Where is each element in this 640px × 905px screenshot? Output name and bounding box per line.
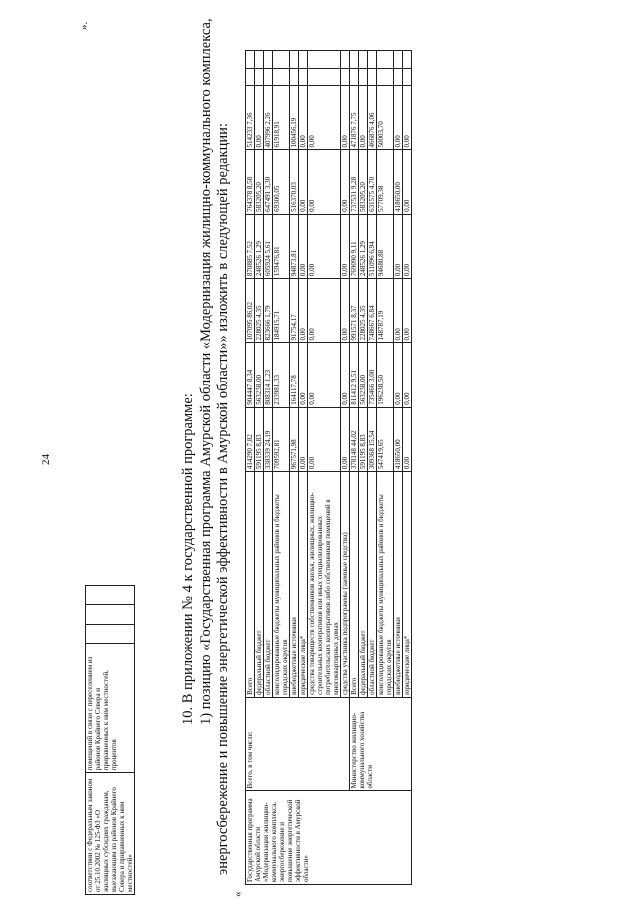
amount-cell: 0,00 [299, 214, 308, 278]
amount-cell: 735466 3,00 [368, 343, 377, 407]
amount-cell: 309368 15,54 [368, 407, 377, 471]
amount-cell: 823666 1,79 [264, 279, 273, 343]
amount-cell: 967571,98 [290, 407, 299, 471]
empty-cell [264, 51, 273, 69]
amount-cell: 228025 4,35 [359, 279, 368, 343]
amount-cell: 0,00 [299, 86, 308, 150]
amount-cell: 0,00 [341, 279, 350, 343]
amount-cell: 514233 7,36 [246, 86, 255, 150]
financing-table [245, 50, 412, 885]
amount-cell: 647491 3,30 [264, 150, 273, 214]
empty-cell [255, 68, 264, 86]
paragraph-line: 1) позицию «Государственная программа Амурской области «Модернизация жилищно-коммунального комплекса, [198, 18, 214, 725]
amount-cell: 0,00 [359, 86, 368, 150]
amount-cell: 159476,81 [273, 214, 290, 278]
table-row [246, 51, 255, 885]
amount-cell: 196238,50 [377, 343, 394, 407]
empty-cell [290, 51, 299, 69]
amount-cell: 591195 8,83 [359, 407, 368, 471]
amount-cell: 418650,00 [394, 150, 403, 214]
funding-source-cell: федеральный бюджет [255, 472, 264, 698]
funding-source-cell: консолидированные бюджеты муниципальных районов и бюджеты городских округов [273, 472, 290, 698]
amount-cell: 0,00 [308, 86, 341, 150]
amount-cell: 164117,78 [290, 343, 299, 407]
funding-source-cell: средства участника подпрограммы (заемные средства) [341, 472, 350, 698]
amount-cell: 0,00 [308, 150, 341, 214]
amount-cell: 0,00 [299, 407, 308, 471]
amount-cell: 0,00 [394, 279, 403, 343]
amount-cell: 870885 7,52 [246, 214, 255, 278]
amount-cell: 466876 4,06 [368, 86, 377, 150]
empty-cell [255, 51, 264, 69]
amount-cell: 0,00 [299, 150, 308, 214]
amount-cell: 605924 5,61 [264, 214, 273, 278]
amount-cell: 0,00 [308, 407, 341, 471]
funding-source-cell: областной бюджет [368, 472, 377, 698]
funding-source-cell: юридические лица* [403, 472, 412, 698]
amount-cell: 228025 4,35 [255, 279, 264, 343]
amount-cell: 0,00 [403, 214, 412, 278]
empty-cell [246, 51, 255, 69]
empty-cell [290, 68, 299, 86]
amount-cell: 811412 9,51 [350, 343, 359, 407]
paragraph-line: энергосбережение и повышение энергетической эффективности в Амурской области»» изложить в следующей редакции: [215, 123, 231, 875]
amount-cell: 148787,19 [377, 279, 394, 343]
amount-cell: 378148 44,02 [350, 407, 359, 471]
amount-cell: 0,00 [308, 214, 341, 278]
closing-quote: ». [78, 21, 90, 30]
amount-cell: 0,00 [394, 86, 403, 150]
funding-source-cell: Всего [350, 472, 359, 698]
amount-cell: 338339 24,19 [264, 407, 273, 471]
amount-cell: 631575 4,70 [368, 150, 377, 214]
amount-cell: 0,00 [341, 150, 350, 214]
amount-cell: 0,00 [299, 343, 308, 407]
table-row [350, 51, 359, 885]
funding-source-cell: внебюджетные источники [290, 472, 299, 698]
amount-cell: 0,00 [341, 214, 350, 278]
empty-cell [394, 68, 403, 86]
amount-cell: 100456,19 [290, 86, 299, 150]
amount-cell: 709592,81 [273, 407, 290, 471]
empty-cell [299, 68, 308, 86]
empty-cell [359, 51, 368, 69]
empty-cell [308, 51, 341, 69]
empty-cell [350, 51, 359, 69]
responsible-cell: Министерство жилищно-коммунального хозяйства области [350, 697, 412, 791]
amount-cell: 0,00 [394, 214, 403, 278]
amount-cell: 591195 8,83 [255, 407, 264, 471]
table-cell: помещений в связи с переселением из районов Крайнего Севера и приравненных к ним местностей, процентов [86, 644, 135, 773]
amount-cell: 0,00 [255, 86, 264, 150]
empty-cell [394, 51, 403, 69]
empty-cell [308, 68, 341, 86]
amount-cell: 414290 7,82 [246, 407, 255, 471]
amount-cell: 737531 9,28 [350, 150, 359, 214]
amount-cell: 248526 1,29 [359, 214, 368, 278]
amount-cell: 0,00 [341, 407, 350, 471]
amount-cell: 61918,91 [273, 86, 290, 150]
amount-cell: 991571 8,37 [350, 279, 359, 343]
empty-cell [368, 68, 377, 86]
amount-cell: 904447 8,34 [246, 343, 255, 407]
empty-cell [341, 68, 350, 86]
table-row [86, 586, 135, 895]
amount-cell: 184915,71 [273, 279, 290, 343]
empty-cell [273, 51, 290, 69]
amount-cell: 0,00 [403, 343, 412, 407]
funding-source-cell: областной бюджет [264, 472, 273, 698]
amount-cell: 563238,00 [255, 343, 264, 407]
amount-cell: 563238,00 [359, 343, 368, 407]
table-cell [86, 586, 135, 605]
empty-cell [350, 68, 359, 86]
amount-cell: 248526 1,29 [255, 214, 264, 278]
table-cell: соответствии с Федеральным законом от 25.10.2002 № 125-ФЗ «О жилищных субсидиях гражданам, выезжающим из районов Крайнего Севера и приравненных к ним местностей» [86, 773, 135, 895]
amount-cell: 547419,65 [377, 407, 394, 471]
amount-cell: 516370,03 [290, 150, 299, 214]
amount-cell: 0,00 [394, 343, 403, 407]
funding-source-cell: юридические лица* [299, 472, 308, 698]
empty-cell [246, 68, 255, 86]
empty-cell [377, 68, 394, 86]
table-cell [86, 624, 135, 643]
empty-cell [403, 51, 412, 69]
amount-cell: 583205,20 [255, 150, 264, 214]
amount-cell: 0,00 [403, 279, 412, 343]
empty-cell [359, 68, 368, 86]
amount-cell: 233981,33 [273, 343, 290, 407]
funding-source-cell: внебюджетные источники [394, 472, 403, 698]
amount-cell: 0,00 [403, 150, 412, 214]
amount-cell: 511096 6,94 [368, 214, 377, 278]
amount-cell: 57709,38 [377, 150, 394, 214]
empty-cell [377, 51, 394, 69]
table-cell [86, 605, 135, 624]
empty-cell [299, 51, 308, 69]
empty-cell [264, 68, 273, 86]
amount-cell: 748667 6,84 [368, 279, 377, 343]
funding-source-cell: федеральный бюджет [359, 472, 368, 698]
empty-cell [403, 68, 412, 86]
amount-cell: 0,00 [341, 343, 350, 407]
amount-cell: 0,00 [341, 86, 350, 150]
amount-cell: 107095 86,02 [246, 279, 255, 343]
amount-cell: 69300,05 [273, 150, 290, 214]
amount-cell: 94873,81 [290, 214, 299, 278]
page-number: 24 [40, 454, 52, 465]
previous-table-fragment [85, 585, 135, 895]
amount-cell: 0,00 [403, 407, 412, 471]
amount-cell: 407996 2,26 [264, 86, 273, 150]
responsible-cell: Всего, в том числе: [246, 697, 350, 791]
funding-source-cell: консолидированные бюджеты муниципальных районов и бюджеты городских округов [377, 472, 394, 698]
amount-cell: 0,00 [308, 343, 341, 407]
amount-cell: 0,00 [299, 279, 308, 343]
amount-cell: 808314 1,23 [264, 343, 273, 407]
empty-cell [341, 51, 350, 69]
funding-source-cell: Всего [246, 472, 255, 698]
empty-cell [273, 68, 290, 86]
amount-cell: 94680,88 [377, 214, 394, 278]
opening-quote: « [232, 891, 244, 897]
program-name-cell: Государственная программа Амурской области «Модернизация жилищно-коммунального комплекса, энергосбережение и повышение энергетической эффективности в Амурской области» [246, 791, 412, 885]
amount-cell: 769090 9,11 [350, 214, 359, 278]
amount-cell: 50003,70 [377, 86, 394, 150]
amount-cell: 91754,17 [290, 279, 299, 343]
amount-cell: 583205,20 [359, 150, 368, 214]
empty-cell [368, 51, 377, 69]
amount-cell: 418650,00 [394, 407, 403, 471]
amount-cell: 0,00 [403, 86, 412, 150]
amount-cell: 0,00 [308, 279, 341, 343]
amount-cell: 764378 8,58 [246, 150, 255, 214]
section-heading: 10. В приложении № 4 к государственной программе: [180, 393, 196, 725]
funding-source-cell: средства товариществ собственников жилья, жилищных, жилищно-строительных кооперативов или иных специализированных потребительских кооперативов либо собственников помещений в многоквартирных домах [308, 472, 341, 698]
amount-cell: 471876 7,75 [350, 86, 359, 150]
